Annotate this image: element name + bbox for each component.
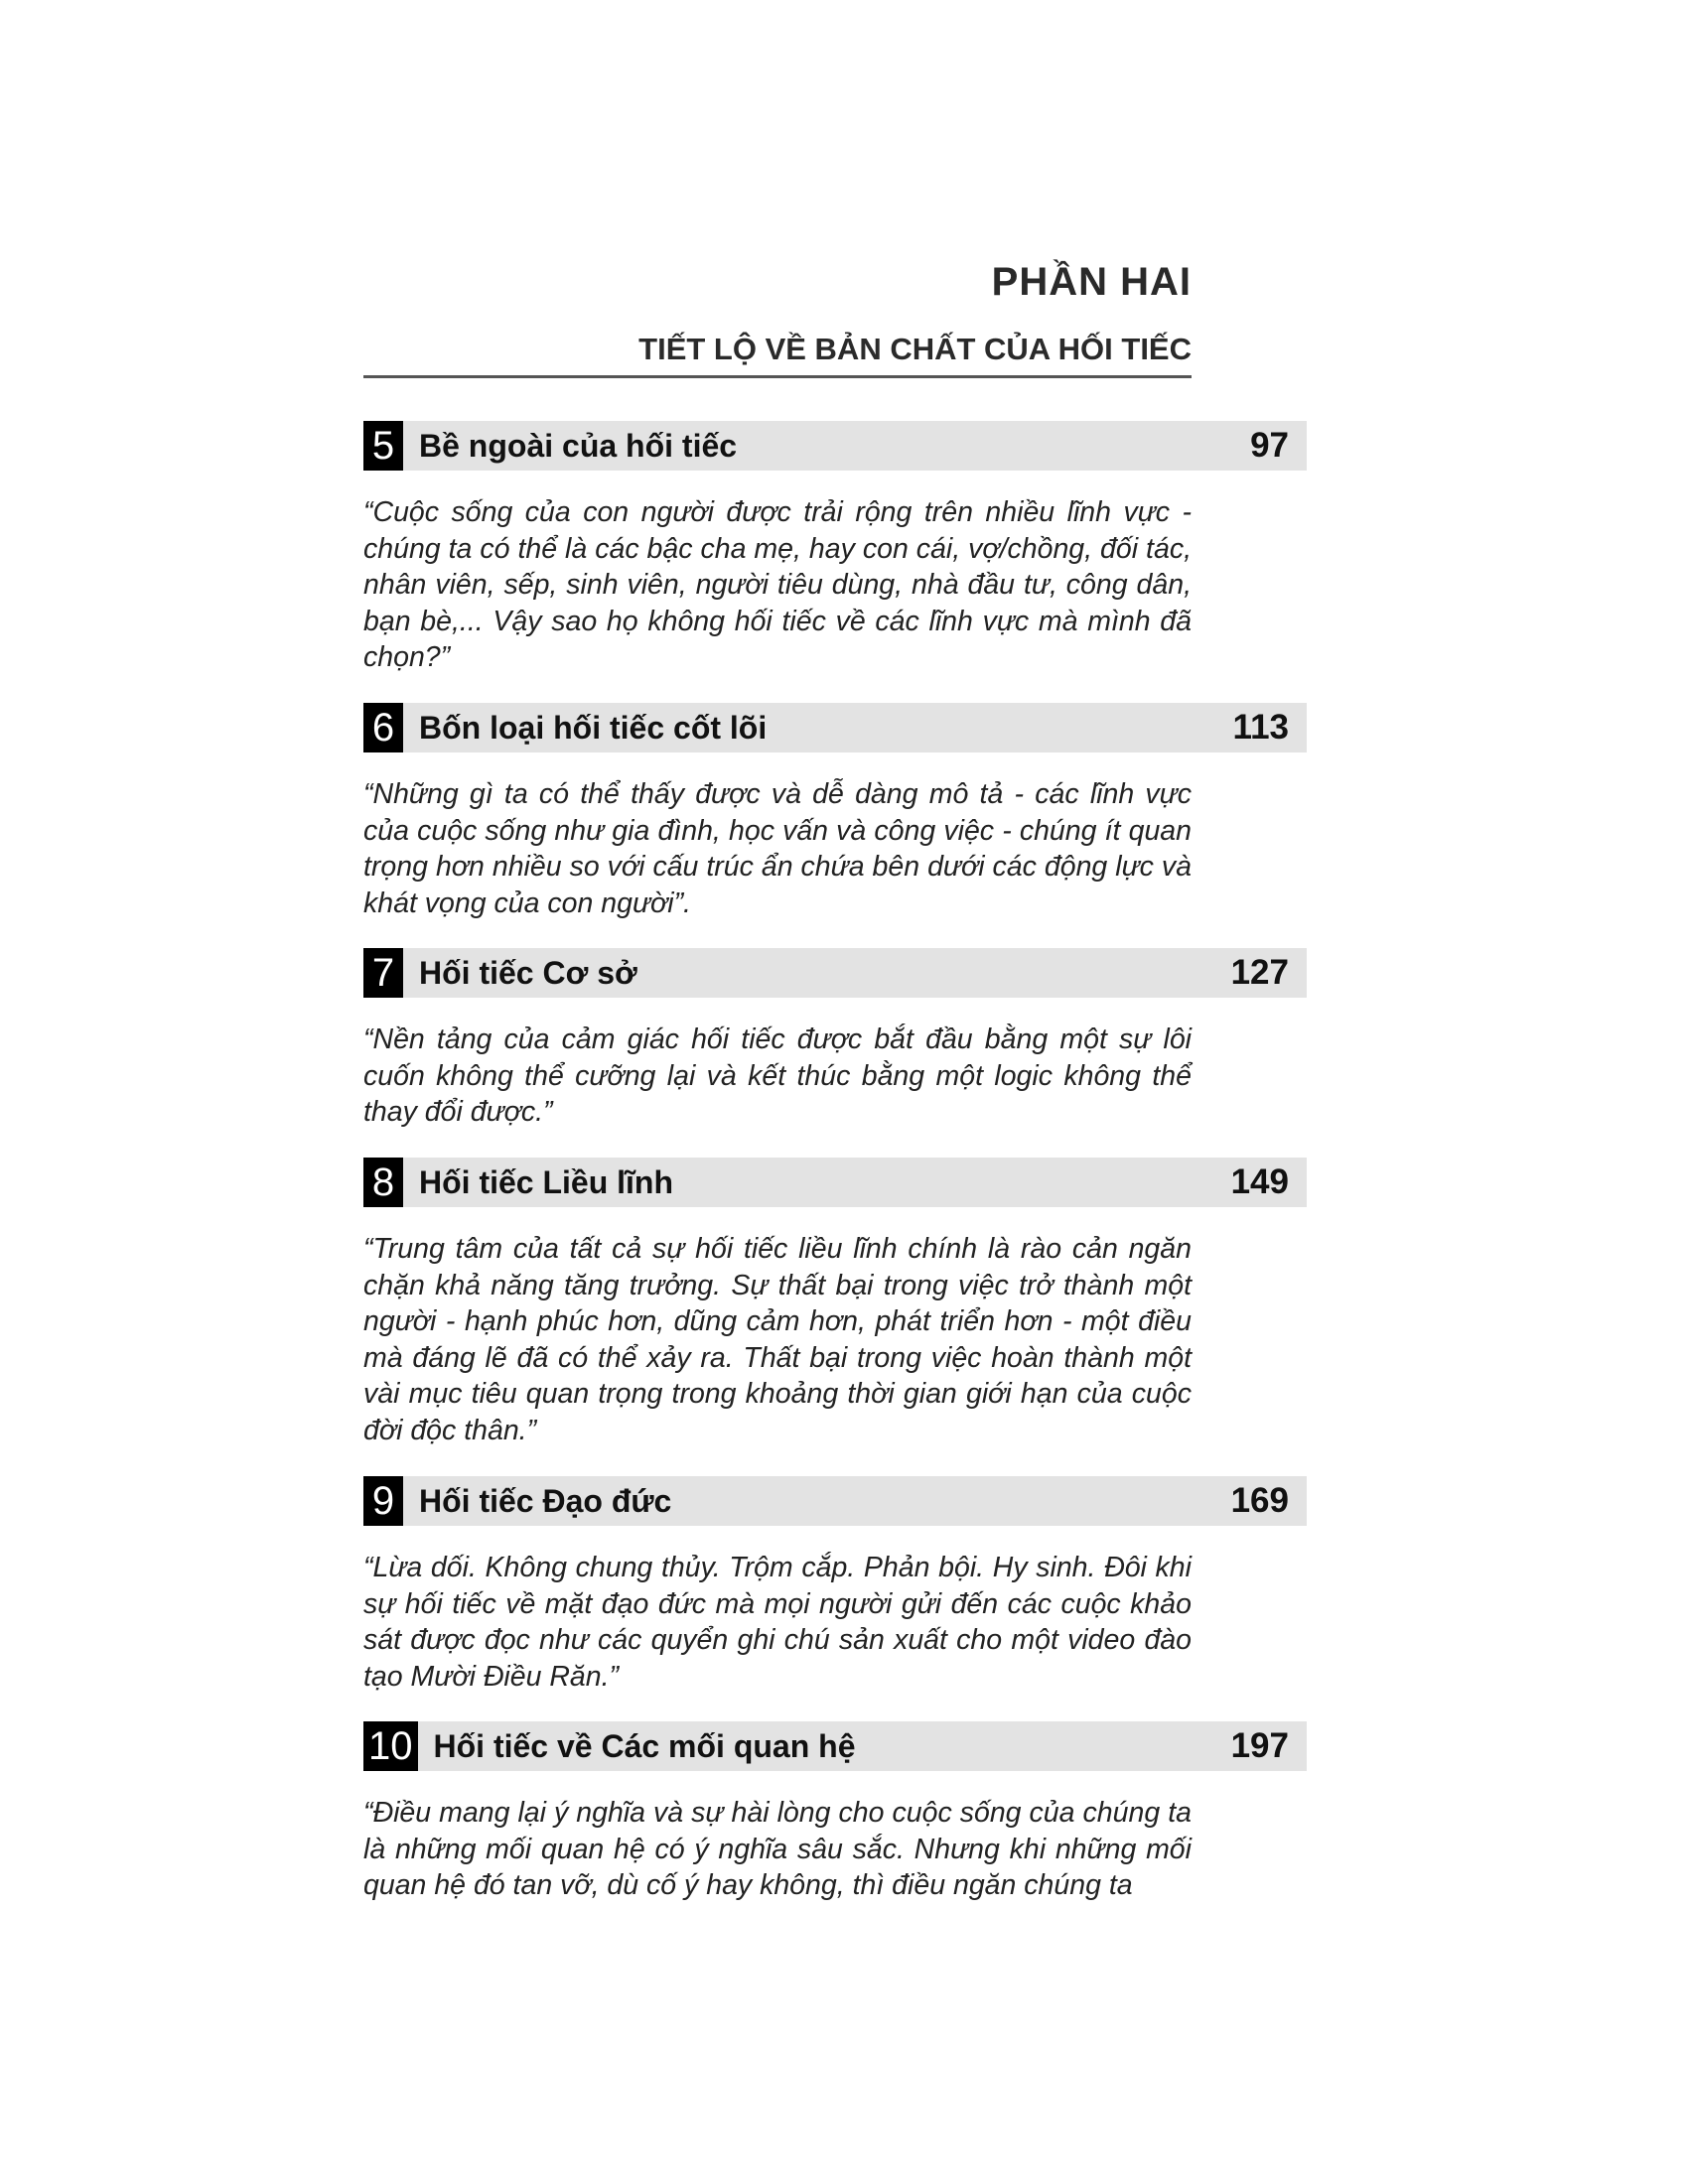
chapter-title: Hối tiếc về Các mối quan hệ [433, 1727, 856, 1764]
chapter-title: Hối tiếc Cơ sở [419, 954, 637, 991]
chapter-title: Bề ngoài của hối tiếc [419, 427, 738, 464]
chapter-page-number: 149 [1230, 1162, 1289, 1201]
part-subtitle: TIẾT LỘ VỀ BẢN CHẤT CỦA HỐI TIẾC [638, 332, 1192, 366]
chapter-page-number: 97 [1250, 426, 1289, 465]
chapter-quote: “Lừa dối. Không chung thủy. Trộm cắp. Phản bội. Hy sinh. Đôi khi sự hối tiếc về mặt đạo đức mà mọi người gửi đến các cuộc khảo sát được đọc như các quyển ghi chú sản xuất cho một video đào tạo Mười Điều Răn.” [363, 1552, 1192, 1693]
chapter-page-number: 197 [1230, 1726, 1289, 1765]
chapter-entry [363, 1721, 1307, 1904]
chapter-title: Hối tiếc Đạo đức [419, 1482, 672, 1519]
header-divider [363, 375, 1192, 378]
chapter-quote: “Những gì ta có thể thấy được và dễ dàng mô tả - các lĩnh vực của cuộc sống như gia đình, học vấn và công việc - chúng ít quan trọng hơn nhiều so với cấu trúc ẩn chứa bên dưới các động lực và khát vọng của con người”. [363, 778, 1192, 919]
chapter-entry [363, 421, 1307, 676]
chapter-bar[interactable] [363, 1476, 1307, 1526]
part-title: PHẦN HAI [991, 260, 1192, 304]
chapter-number: 10 [363, 1721, 418, 1771]
chapter-title: Hối tiếc Liều lĩnh [419, 1163, 674, 1200]
chapter-page-number: 169 [1230, 1481, 1289, 1520]
chapter-title: Bốn loại hối tiếc cốt lõi [419, 709, 768, 746]
chapter-number: 5 [363, 421, 403, 471]
chapter-quote: “Điều mang lại ý nghĩa và sự hài lòng cho cuộc sống của chúng ta là những mối quan hệ có ý nghĩa sâu sắc. Nhưng khi những mối quan hệ đó tan vỡ, dù cố ý hay không, thì điều ngăn chúng ta [363, 1797, 1192, 1902]
chapter-page-number: 127 [1230, 953, 1289, 992]
chapter-bar[interactable] [363, 1158, 1307, 1207]
chapter-entry [363, 703, 1307, 921]
chapter-number: 8 [363, 1158, 403, 1207]
chapter-number: 6 [363, 703, 403, 752]
chapter-bar[interactable] [363, 421, 1307, 471]
chapter-bar[interactable] [363, 1721, 1307, 1771]
chapter-entry [363, 1158, 1307, 1449]
chapter-bar[interactable] [363, 948, 1307, 998]
chapter-page-number: 113 [1232, 708, 1289, 747]
chapter-entry [363, 948, 1307, 1131]
chapter-quote: “Cuộc sống của con người được trải rộng trên nhiều lĩnh vực - chúng ta có thể là các bậc cha mẹ, hay con cái, vợ/chồng, đối tác, nhân viên, sếp, sinh viên, người tiêu dùng, nhà đầu tư, công dân, bạn bè,... Vậy sao họ không hối tiếc về các lĩnh vực mà mình đã chọn?” [363, 496, 1192, 674]
chapter-number: 7 [363, 948, 403, 998]
chapter-entry [363, 1476, 1307, 1695]
chapter-number: 9 [363, 1476, 403, 1526]
chapter-quote: “Nền tảng của cảm giác hối tiếc được bắt đầu bằng một sự lôi cuốn không thể cưỡng lại và kết thúc bằng một logic không thể thay đổi được.” [363, 1024, 1192, 1129]
chapter-quote: “Trung tâm của tất cả sự hối tiếc liều lĩnh chính là rào cản ngăn chặn khả năng tăng trưởng. Sự thất bại trong việc trở thành một người - hạnh phúc hơn, dũng cảm hơn, phát triển hơn - một điều mà đáng lẽ đã có thể xảy ra. Thất bại trong việc hoàn thành một vài mục tiêu quan trọng trong khoảng thời gian giới hạn của cuộc đời độc thân.” [363, 1233, 1192, 1446]
chapter-bar[interactable] [363, 703, 1307, 752]
